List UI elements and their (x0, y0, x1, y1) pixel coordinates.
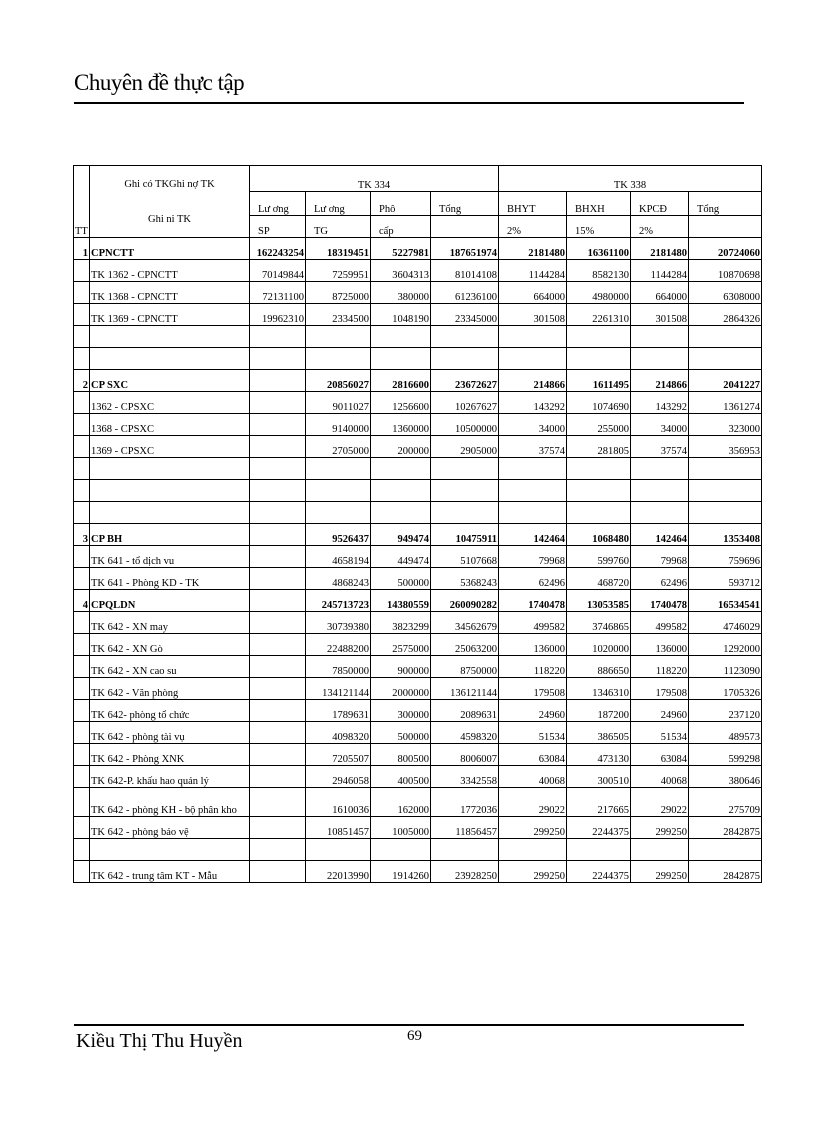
value-cell: 237120 (689, 700, 762, 722)
value-cell: 9011027 (306, 392, 371, 414)
table-row (74, 678, 762, 700)
value-cell (250, 414, 306, 436)
value-cell: 23672627 (431, 370, 499, 392)
subheader-line2: 2% (499, 216, 567, 238)
value-cell: 2181480 (631, 238, 689, 260)
value-cell: 200000 (371, 436, 431, 458)
value-cell: 10267627 (431, 392, 499, 414)
value-cell: 1610036 (306, 788, 371, 817)
value-cell: 4598320 (431, 722, 499, 744)
value-cell: 5227981 (371, 238, 431, 260)
table-row (74, 392, 762, 414)
value-cell: 118220 (631, 656, 689, 678)
value-cell: 24960 (631, 700, 689, 722)
value-cell: 10851457 (306, 817, 371, 839)
value-cell: 449474 (371, 546, 431, 568)
value-cell: 63084 (631, 744, 689, 766)
value-cell: 800500 (371, 744, 431, 766)
value-cell: 63084 (499, 744, 567, 766)
value-cell: 179508 (631, 678, 689, 700)
row-index (74, 700, 90, 722)
value-cell: 7205507 (306, 744, 371, 766)
value-cell: 62496 (499, 568, 567, 590)
value-cell: 2334500 (306, 304, 371, 326)
value-cell: 5107668 (431, 546, 499, 568)
row-index: 4 (74, 590, 90, 612)
row-index (74, 392, 90, 414)
value-cell: 20856027 (306, 370, 371, 392)
subheader-line1: BHYT (499, 192, 567, 216)
value-cell: 11856457 (431, 817, 499, 839)
value-cell (250, 634, 306, 656)
row-index (74, 722, 90, 744)
tt-header (74, 166, 90, 238)
value-cell: 34562679 (431, 612, 499, 634)
value-cell: 500000 (371, 568, 431, 590)
value-cell: 142464 (499, 524, 567, 546)
footer-rule (74, 1024, 744, 1026)
row-label: 1368 - CPSXC (90, 414, 250, 436)
value-cell: 9140000 (306, 414, 371, 436)
value-cell: 2575000 (371, 634, 431, 656)
group-row (74, 524, 762, 546)
subheader-line1: Phô (371, 192, 431, 216)
value-cell (250, 678, 306, 700)
diagonal-credit-label: Ghi có TKGhi nợ TK (124, 178, 215, 190)
row-index (74, 678, 90, 700)
value-cell: 8725000 (306, 282, 371, 304)
row-index: 2 (74, 370, 90, 392)
value-cell (250, 392, 306, 414)
value-cell: 217665 (567, 788, 631, 817)
value-cell: 3604313 (371, 260, 431, 282)
value-cell: 62496 (631, 568, 689, 590)
value-cell: 4868243 (306, 568, 371, 590)
value-cell: 300000 (371, 700, 431, 722)
value-cell (250, 546, 306, 568)
value-cell: 9526437 (306, 524, 371, 546)
value-cell: 14380559 (371, 590, 431, 612)
subheader-line2 (431, 216, 499, 238)
value-cell: 281805 (567, 436, 631, 458)
value-cell: 323000 (689, 414, 762, 436)
value-cell: 40068 (631, 766, 689, 788)
value-cell: 299250 (631, 861, 689, 883)
value-cell: 1353408 (689, 524, 762, 546)
tt-label: TT (75, 226, 88, 237)
spacer-row (74, 480, 762, 502)
row-label: CPQLDN (90, 590, 250, 612)
value-cell: 1068480 (567, 524, 631, 546)
value-cell: 245713723 (306, 590, 371, 612)
value-cell: 143292 (499, 392, 567, 414)
value-cell: 29022 (499, 788, 567, 817)
value-cell: 759696 (689, 546, 762, 568)
value-cell: 2816600 (371, 370, 431, 392)
value-cell: 664000 (631, 282, 689, 304)
row-label: TK 642-P. khấu hao quản lý (90, 766, 250, 788)
row-index: 1 (74, 238, 90, 260)
group-row (74, 238, 762, 260)
header-title: Chuyên đề thực tập (74, 70, 245, 95)
value-cell: 3823299 (371, 612, 431, 634)
row-index (74, 612, 90, 634)
value-cell: 3342558 (431, 766, 499, 788)
row-index (74, 788, 90, 817)
table-row (74, 414, 762, 436)
value-cell: 142464 (631, 524, 689, 546)
subheader-line2: cấp (371, 216, 431, 238)
spacer-row (74, 839, 762, 861)
table-row (74, 766, 762, 788)
value-cell: 1292000 (689, 634, 762, 656)
spacer-row (74, 326, 762, 348)
page-number: 69 (407, 1028, 422, 1044)
value-cell: 16534541 (689, 590, 762, 612)
value-cell: 79968 (631, 546, 689, 568)
value-cell: 214866 (499, 370, 567, 392)
row-index (74, 304, 90, 326)
row-index (74, 861, 90, 883)
value-cell: 118220 (499, 656, 567, 678)
value-cell: 300510 (567, 766, 631, 788)
table-row (74, 612, 762, 634)
value-cell: 2041227 (689, 370, 762, 392)
spacer-row (74, 458, 762, 480)
row-label: TK 1362 - CPNCTT (90, 260, 250, 282)
row-index (74, 817, 90, 839)
value-cell: 2705000 (306, 436, 371, 458)
value-cell: 37574 (631, 436, 689, 458)
value-cell: 25063200 (431, 634, 499, 656)
value-cell: 72131100 (250, 282, 306, 304)
value-cell: 136121144 (431, 678, 499, 700)
value-cell: 260090282 (431, 590, 499, 612)
value-cell: 593712 (689, 568, 762, 590)
table-row (74, 568, 762, 590)
value-cell (250, 590, 306, 612)
group-row (74, 370, 762, 392)
value-cell: 23345000 (431, 304, 499, 326)
value-cell: 143292 (631, 392, 689, 414)
table-row (74, 744, 762, 766)
value-cell: 949474 (371, 524, 431, 546)
table-row (74, 788, 762, 817)
value-cell: 499582 (631, 612, 689, 634)
value-cell: 40068 (499, 766, 567, 788)
value-cell: 255000 (567, 414, 631, 436)
row-label: TK 642 - phòng KH - bộ phân kho (90, 788, 250, 817)
value-cell: 2905000 (431, 436, 499, 458)
row-index (74, 436, 90, 458)
value-cell: 34000 (631, 414, 689, 436)
value-cell: 301508 (499, 304, 567, 326)
subheader-line1: Lư ơng (250, 192, 306, 216)
table-row (74, 304, 762, 326)
value-cell: 1256600 (371, 392, 431, 414)
value-cell: 81014108 (431, 260, 499, 282)
row-index (74, 634, 90, 656)
header-rule (74, 102, 744, 104)
value-cell: 162000 (371, 788, 431, 817)
value-cell: 380646 (689, 766, 762, 788)
value-cell: 2244375 (567, 861, 631, 883)
value-cell: 18319451 (306, 238, 371, 260)
value-cell: 1705326 (689, 678, 762, 700)
value-cell: 1005000 (371, 817, 431, 839)
value-cell: 1020000 (567, 634, 631, 656)
value-cell: 1074690 (567, 392, 631, 414)
value-cell: 19962310 (250, 304, 306, 326)
value-cell: 4746029 (689, 612, 762, 634)
table-row (74, 436, 762, 458)
value-cell: 299250 (631, 817, 689, 839)
value-cell: 79968 (499, 546, 567, 568)
value-cell: 1360000 (371, 414, 431, 436)
value-cell (250, 766, 306, 788)
row-index (74, 656, 90, 678)
value-cell: 8750000 (431, 656, 499, 678)
value-cell: 10475911 (431, 524, 499, 546)
row-label: 1362 - CPSXC (90, 392, 250, 414)
row-label: CPNCTT (90, 238, 250, 260)
row-label: 1369 - CPSXC (90, 436, 250, 458)
value-cell: 400500 (371, 766, 431, 788)
row-label: CP BH (90, 524, 250, 546)
value-cell: 24960 (499, 700, 567, 722)
diagonal-header (90, 166, 250, 238)
subheader-line2: TG (306, 216, 371, 238)
value-cell: 22488200 (306, 634, 371, 656)
value-cell: 51534 (499, 722, 567, 744)
row-label: TK 641 - tổ dịch vu (90, 546, 250, 568)
value-cell: 214866 (631, 370, 689, 392)
subheader-line1: Tổng (431, 192, 499, 216)
group-row (74, 590, 762, 612)
value-cell (250, 861, 306, 883)
value-cell (250, 568, 306, 590)
tk338-group-header: TK 338 (499, 166, 762, 192)
value-cell: 301508 (631, 304, 689, 326)
table-row (74, 700, 762, 722)
row-label: TK 642 - Phòng XNK (90, 744, 250, 766)
value-cell: 599298 (689, 744, 762, 766)
value-cell: 356953 (689, 436, 762, 458)
value-cell: 599760 (567, 546, 631, 568)
value-cell: 489573 (689, 722, 762, 744)
value-cell: 37574 (499, 436, 567, 458)
value-cell (250, 370, 306, 392)
value-cell: 1772036 (431, 788, 499, 817)
value-cell: 1144284 (631, 260, 689, 282)
value-cell: 380000 (371, 282, 431, 304)
subheader-line1: Lư ơng (306, 192, 371, 216)
value-cell: 61236100 (431, 282, 499, 304)
subheader-line1: Tổng (689, 192, 762, 216)
table-row (74, 722, 762, 744)
value-cell: 1611495 (567, 370, 631, 392)
value-cell: 2842875 (689, 861, 762, 883)
value-cell: 1789631 (306, 700, 371, 722)
value-cell (250, 722, 306, 744)
subheader-line1: BHXH (567, 192, 631, 216)
row-index (74, 414, 90, 436)
value-cell: 23928250 (431, 861, 499, 883)
footer-author: Kiều Thị Thu Huyền (76, 1030, 243, 1052)
subheader-line2: 2% (631, 216, 689, 238)
row-label: TK 642 - phòng bảo vệ (90, 817, 250, 839)
value-cell: 2089631 (431, 700, 499, 722)
row-label: TK 1368 - CPNCTT (90, 282, 250, 304)
value-cell: 4658194 (306, 546, 371, 568)
table-row (74, 656, 762, 678)
value-cell: 8006007 (431, 744, 499, 766)
value-cell: 16361100 (567, 238, 631, 260)
spacer-row (74, 502, 762, 524)
value-cell: 1048190 (371, 304, 431, 326)
row-index (74, 282, 90, 304)
value-cell (250, 436, 306, 458)
value-cell: 473130 (567, 744, 631, 766)
spacer-row (74, 348, 762, 370)
row-index (74, 546, 90, 568)
value-cell (250, 788, 306, 817)
value-cell: 468720 (567, 568, 631, 590)
value-cell: 7850000 (306, 656, 371, 678)
row-label: TK 642 - trung tâm KT - Mẫu (90, 861, 250, 883)
value-cell: 2261310 (567, 304, 631, 326)
row-index (74, 744, 90, 766)
value-cell: 29022 (631, 788, 689, 817)
value-cell: 1740478 (631, 590, 689, 612)
value-cell (250, 524, 306, 546)
value-cell: 886650 (567, 656, 631, 678)
row-label: TK 642- phòng tổ chức (90, 700, 250, 722)
value-cell: 2181480 (499, 238, 567, 260)
value-cell: 2244375 (567, 817, 631, 839)
row-label: TK 642 - phòng tài vụ (90, 722, 250, 744)
row-index (74, 568, 90, 590)
value-cell: 34000 (499, 414, 567, 436)
value-cell: 2946058 (306, 766, 371, 788)
table-row (74, 282, 762, 304)
value-cell: 20724060 (689, 238, 762, 260)
value-cell: 5368243 (431, 568, 499, 590)
value-cell: 900000 (371, 656, 431, 678)
value-cell: 2864326 (689, 304, 762, 326)
value-cell: 2000000 (371, 678, 431, 700)
row-index (74, 766, 90, 788)
value-cell: 30739380 (306, 612, 371, 634)
value-cell: 51534 (631, 722, 689, 744)
value-cell: 1361274 (689, 392, 762, 414)
value-cell: 1740478 (499, 590, 567, 612)
value-cell (250, 744, 306, 766)
diagonal-debit-label: Ghi ni TK (148, 213, 191, 225)
row-label: TK 642 - XN may (90, 612, 250, 634)
value-cell: 10870698 (689, 260, 762, 282)
value-cell: 179508 (499, 678, 567, 700)
subheader-line2: SP (250, 216, 306, 238)
value-cell: 10500000 (431, 414, 499, 436)
table-row (74, 546, 762, 568)
value-cell (250, 612, 306, 634)
row-index: 3 (74, 524, 90, 546)
subheader-line2 (689, 216, 762, 238)
value-cell: 1914260 (371, 861, 431, 883)
table-row (74, 817, 762, 839)
subheader-line2: 15% (567, 216, 631, 238)
value-cell: 70149844 (250, 260, 306, 282)
table-row (74, 260, 762, 282)
row-label: CP SXC (90, 370, 250, 392)
row-label: TK 642 - Văn phòng (90, 678, 250, 700)
value-cell: 13053585 (567, 590, 631, 612)
value-cell: 162243254 (250, 238, 306, 260)
value-cell: 187651974 (431, 238, 499, 260)
value-cell: 3746865 (567, 612, 631, 634)
salary-allocation-table (73, 165, 762, 883)
value-cell: 499582 (499, 612, 567, 634)
value-cell: 6308000 (689, 282, 762, 304)
value-cell: 299250 (499, 861, 567, 883)
row-label: TK 641 - Phòng KD - TK (90, 568, 250, 590)
value-cell: 386505 (567, 722, 631, 744)
value-cell: 22013990 (306, 861, 371, 883)
value-cell: 2842875 (689, 817, 762, 839)
value-cell: 187200 (567, 700, 631, 722)
value-cell: 136000 (631, 634, 689, 656)
value-cell (250, 700, 306, 722)
value-cell: 8582130 (567, 260, 631, 282)
value-cell: 136000 (499, 634, 567, 656)
value-cell: 1346310 (567, 678, 631, 700)
value-cell: 275709 (689, 788, 762, 817)
value-cell: 299250 (499, 817, 567, 839)
row-label: TK 1369 - CPNCTT (90, 304, 250, 326)
value-cell: 1144284 (499, 260, 567, 282)
value-cell: 4980000 (567, 282, 631, 304)
tk334-group-header: TK 334 (250, 166, 499, 192)
value-cell: 664000 (499, 282, 567, 304)
row-label: TK 642 - XN cao su (90, 656, 250, 678)
table-row (74, 634, 762, 656)
value-cell: 1123090 (689, 656, 762, 678)
table-row (74, 861, 762, 883)
value-cell (250, 817, 306, 839)
row-index (74, 260, 90, 282)
value-cell (250, 656, 306, 678)
value-cell: 4098320 (306, 722, 371, 744)
row-label: TK 642 - XN Gò (90, 634, 250, 656)
value-cell: 500000 (371, 722, 431, 744)
subheader-line1: KPCĐ (631, 192, 689, 216)
value-cell: 7259951 (306, 260, 371, 282)
value-cell: 134121144 (306, 678, 371, 700)
